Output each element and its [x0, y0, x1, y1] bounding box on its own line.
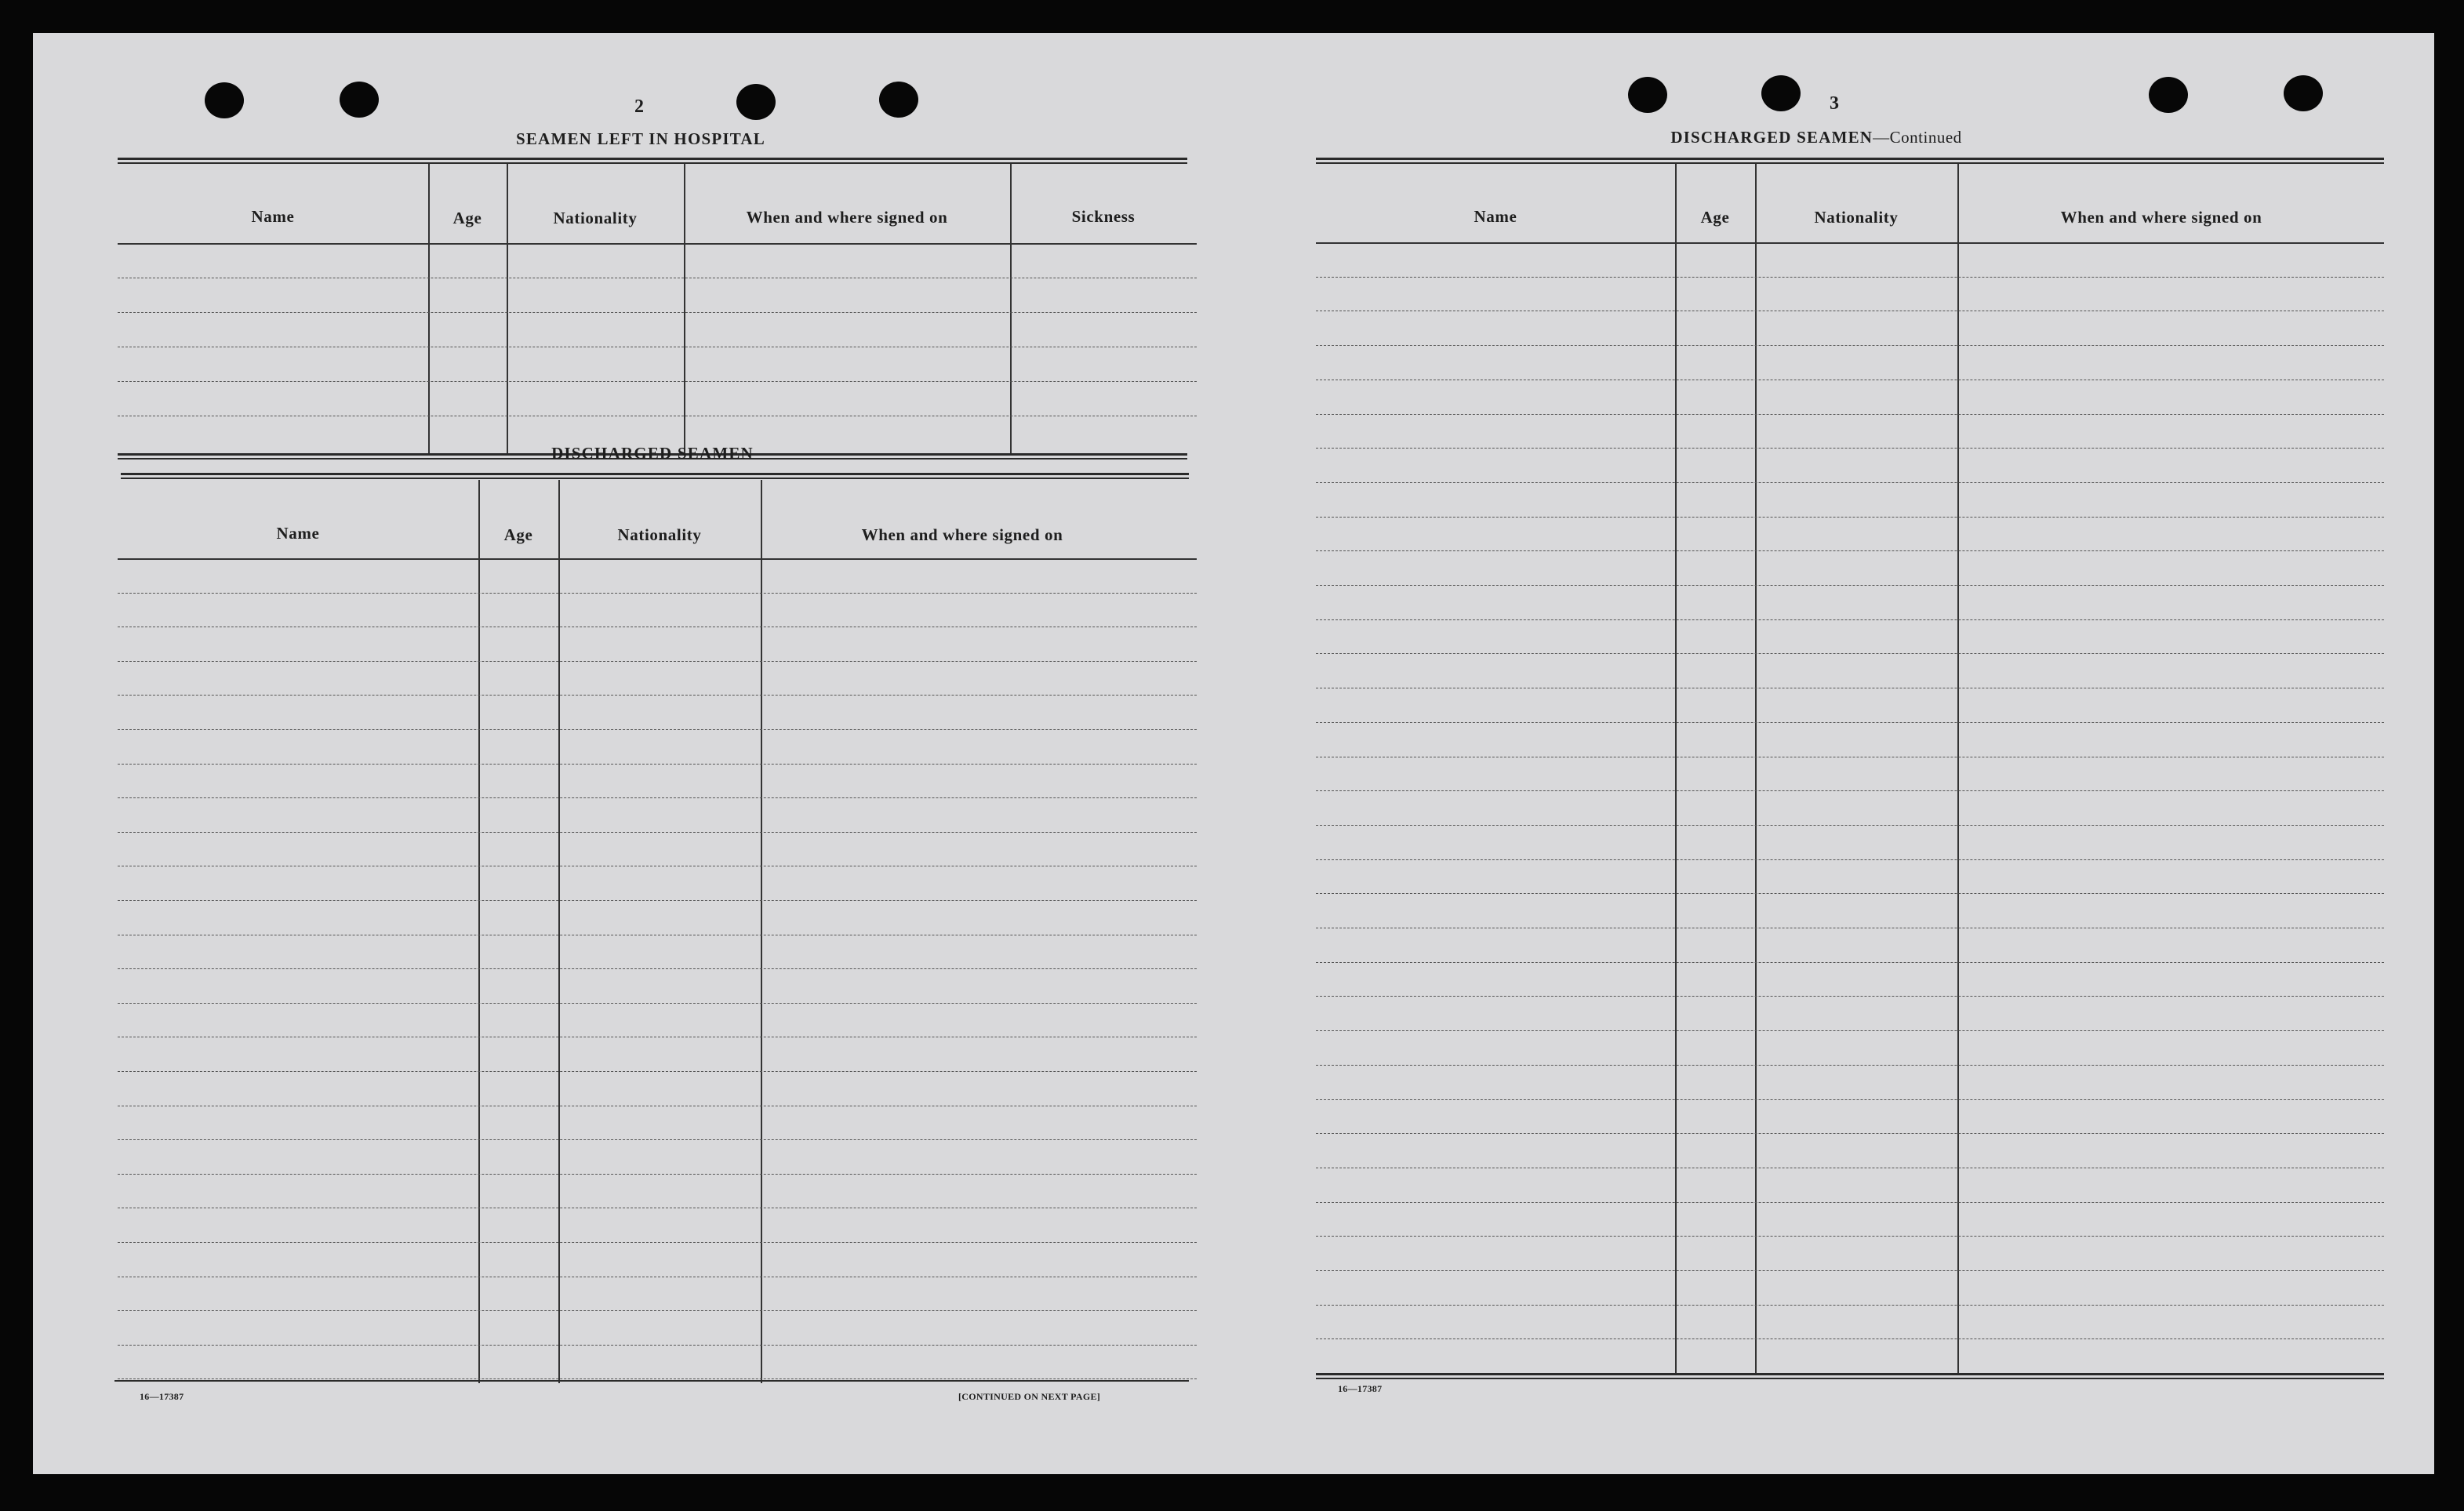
right-col-age: Age	[1700, 208, 1730, 227]
table-row	[1316, 1236, 2384, 1237]
discharged-col-signed-on: When and where signed on	[861, 525, 1063, 544]
punch-hole-6	[1761, 75, 1801, 111]
right-header-rule	[1316, 242, 2384, 244]
table-row	[118, 1139, 1197, 1140]
right-col-nationality: Nationality	[1814, 208, 1899, 227]
form-number-right: 16—17387	[1338, 1383, 1383, 1394]
table-row	[1316, 1202, 2384, 1203]
hospital-section-title: SEAMEN LEFT IN HOSPITAL	[516, 129, 765, 148]
right-bottom-rule	[1316, 1373, 2384, 1375]
discharged-col-nationality: Nationality	[617, 525, 702, 544]
table-row	[1316, 448, 2384, 449]
table-row	[118, 312, 1197, 313]
table-row	[118, 661, 1197, 662]
table-row	[118, 729, 1197, 730]
form-number-left: 16—17387	[140, 1391, 184, 1402]
punch-hole-1	[205, 82, 244, 118]
table-row	[118, 968, 1197, 969]
left-page-bottom-rule	[114, 1380, 1189, 1382]
hospital-header-rule	[118, 243, 1197, 245]
table-row	[1316, 962, 2384, 963]
discharged-table-left	[118, 480, 1197, 1425]
hospital-col-nationality: Nationality	[553, 209, 638, 227]
table-row	[1316, 1030, 2384, 1031]
discharged-divider-1	[478, 480, 480, 1383]
table-row	[118, 764, 1197, 765]
punch-hole-4	[879, 82, 918, 118]
table-row	[118, 797, 1197, 798]
table-row	[118, 1174, 1197, 1175]
table-row	[1316, 1133, 2384, 1134]
table-row	[1316, 414, 2384, 415]
table-row	[118, 1003, 1197, 1004]
punch-hole-3	[736, 84, 776, 120]
discharged-header-rule	[118, 558, 1197, 560]
table-row	[118, 695, 1197, 696]
discharged-col-name: Name	[276, 524, 320, 543]
table-row	[1316, 1099, 2384, 1100]
table-row	[1316, 517, 2384, 518]
table-row	[1316, 619, 2384, 620]
discharged-top-rule	[121, 473, 1189, 475]
hospital-divider-4	[1010, 164, 1012, 453]
hospital-col-sickness: Sickness	[1071, 207, 1136, 226]
table-row	[1316, 1270, 2384, 1271]
page-number-left: 2	[634, 96, 644, 117]
punch-hole-2	[340, 82, 379, 118]
table-row	[118, 593, 1197, 594]
hospital-divider-3	[684, 164, 685, 453]
continued-note: [CONTINUED ON NEXT PAGE]	[958, 1391, 1101, 1402]
hospital-col-signed-on: When and where signed on	[746, 208, 948, 227]
punch-hole-8	[2284, 75, 2323, 111]
discharged-divider-3	[761, 480, 762, 1383]
discharged-continued-title-suffix: —Continued	[1873, 128, 1962, 147]
table-row	[1316, 996, 2384, 997]
discharged-section-title: DISCHARGED SEAMEN	[551, 444, 754, 463]
discharged-col-age: Age	[503, 525, 533, 544]
table-row	[1316, 1305, 2384, 1306]
table-row	[118, 1345, 1197, 1346]
punch-hole-7	[2149, 77, 2188, 113]
table-row	[118, 1071, 1197, 1072]
table-row	[1316, 585, 2384, 586]
table-row	[1316, 893, 2384, 894]
table-row	[1316, 859, 2384, 860]
right-col-name: Name	[1474, 207, 1517, 226]
discharged-continued-title	[1670, 128, 1961, 147]
table-row	[118, 1242, 1197, 1243]
table-row	[118, 832, 1197, 833]
table-row	[1316, 345, 2384, 346]
table-row	[118, 1310, 1197, 1311]
document-sheet	[33, 33, 2434, 1474]
right-col-signed-on: When and where signed on	[2060, 208, 2262, 227]
table-row	[118, 900, 1197, 901]
hospital-divider-1	[428, 164, 430, 453]
punch-hole-5	[1628, 77, 1667, 113]
table-row	[1316, 1065, 2384, 1066]
table-row	[1316, 825, 2384, 826]
table-row	[1316, 722, 2384, 723]
table-row	[1316, 653, 2384, 654]
table-row	[1316, 482, 2384, 483]
hospital-top-rule	[118, 158, 1187, 160]
right-top-rule	[1316, 158, 2384, 160]
discharged-table-right	[1316, 164, 2384, 1462]
hospital-divider-2	[507, 164, 508, 453]
hospital-table	[118, 164, 1197, 472]
hospital-col-name: Name	[251, 207, 295, 226]
discharged-divider-2	[558, 480, 560, 1383]
discharged-continued-title-main: DISCHARGED SEAMEN	[1670, 128, 1873, 147]
table-row	[118, 381, 1197, 382]
hospital-col-age: Age	[452, 209, 482, 227]
table-row	[1316, 277, 2384, 278]
table-row	[1316, 790, 2384, 791]
table-row	[1316, 1338, 2384, 1339]
page-number-right: 3	[1830, 93, 1839, 114]
table-row	[1316, 550, 2384, 551]
